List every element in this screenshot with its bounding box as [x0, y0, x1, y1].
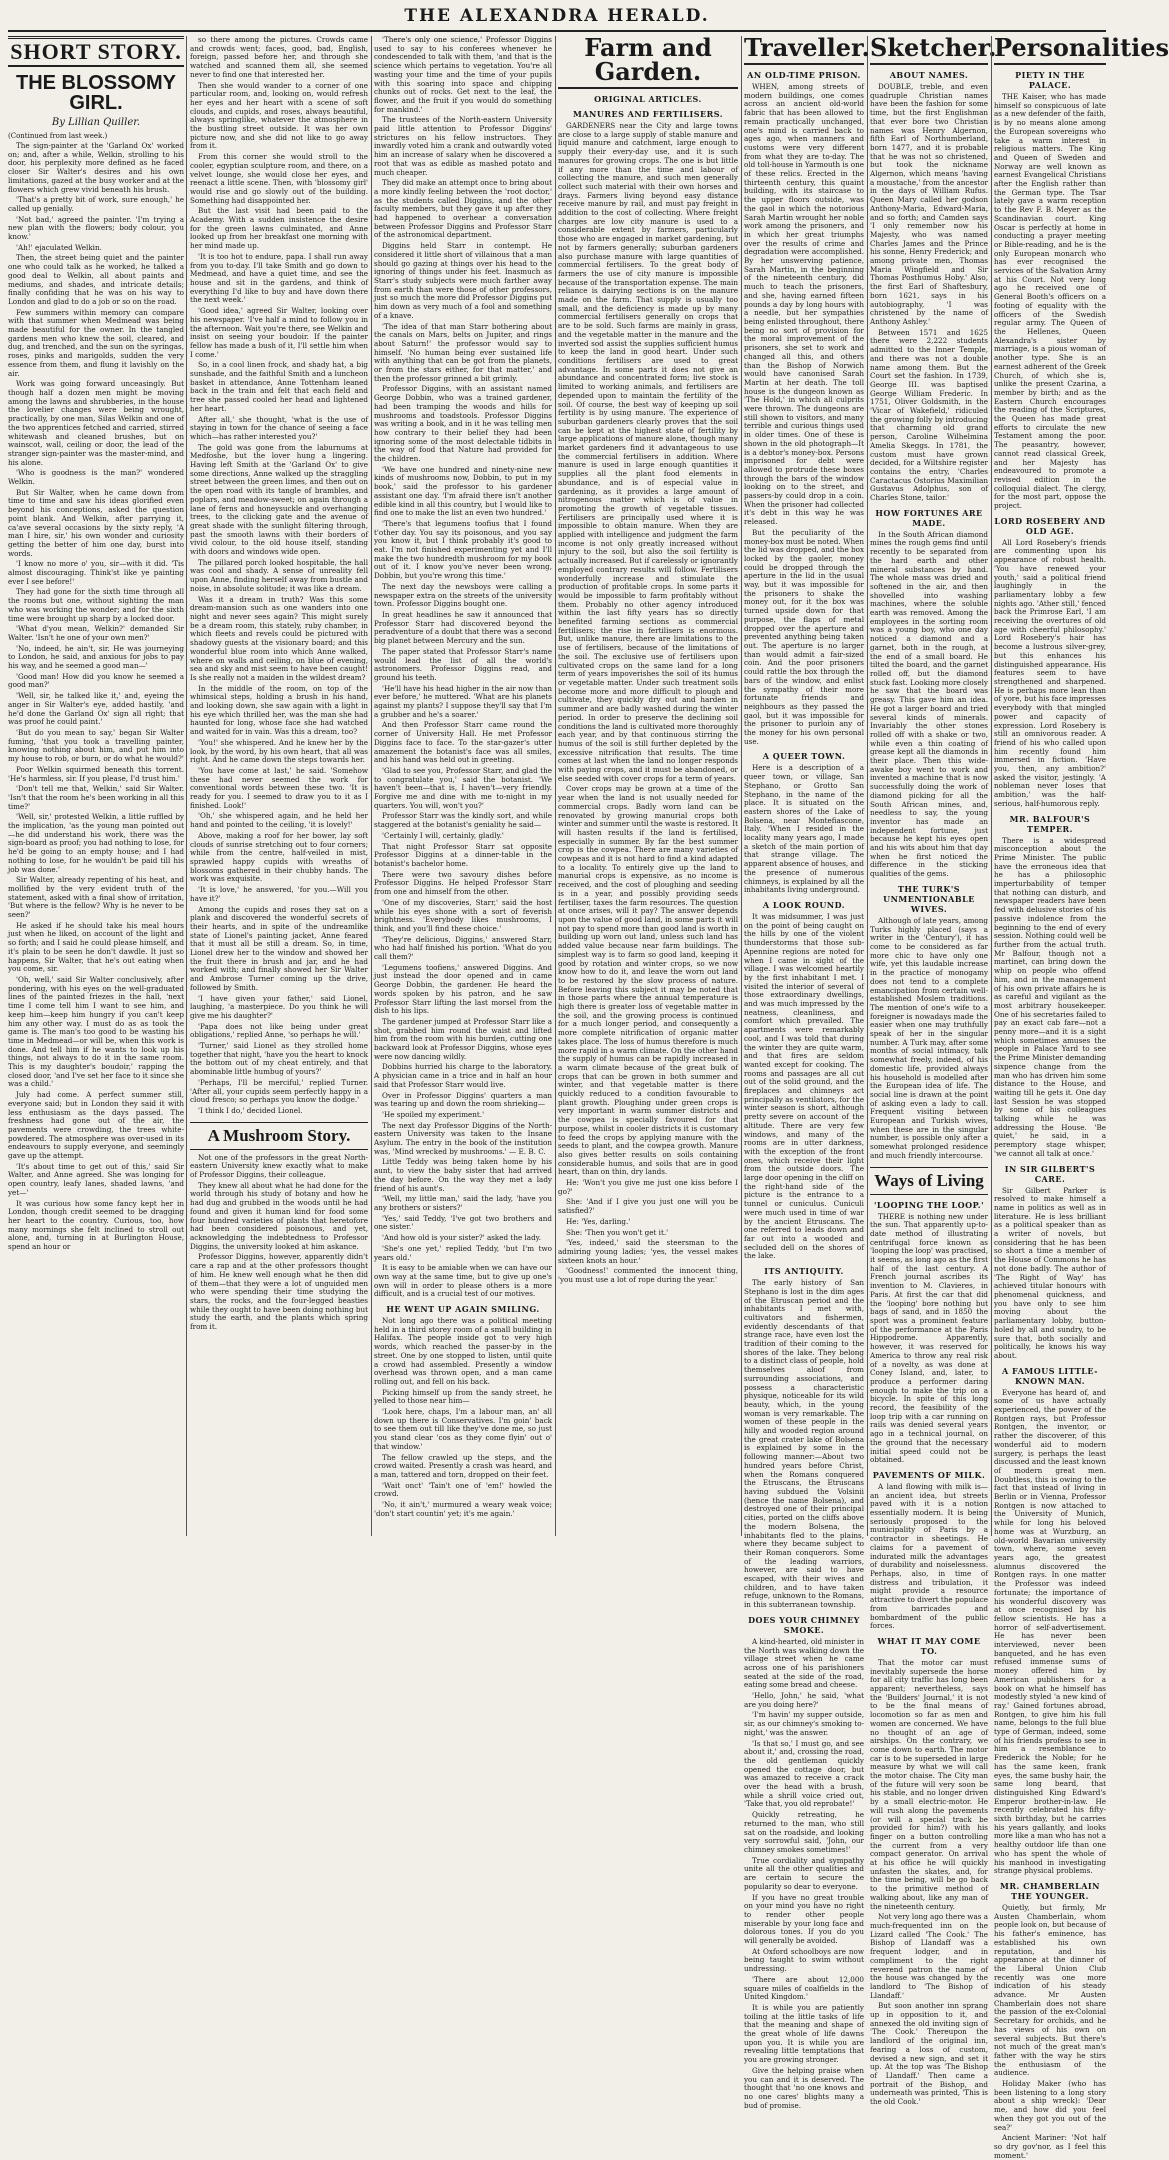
paragraph: THERE is nothing new under the sun. That apparently up-to-date method of illustrating centrifugal force known as 'looping the loop' was practised, it seems, as long ago as the first half of the last century. A French journal ascribes its invention to M. Clavieres, in Paris. At first the car that did the 'looping' bore nothing but bags of sand, and in 1850 the sport was a prominent feature of the performance at the Paris Hippodrome. Apparently, however, it was reserved for America to throw any real risk of a novelty, as was done at Coney Island, and, later, to produce a performer daring enough to make the trip on a bicycle. In spite of this long record, the feasibility of the loop trip with a car running on rails was denied several years ago in a technical journal, on the ground that the necessary initial speed could not be obtained.	[870, 1211, 988, 1465]
paragraph: Dobbins hurried his charge to the laboratory. A physician came in a trice and in half an hour said that Professor Starr would live.	[374, 1062, 552, 1089]
paragraph: Not long ago there was a political meeting held in a third storey room of a small building in Halifax. The people inside got to very high words, which reached the passer-by in the street. One by one stopped to listen, until quite a crowd had assembled. Presently a window overhead was thrown open, and a man came rolling out, and fell on his back.	[374, 1316, 552, 1386]
paragraph: Not one of the professors in the great North-eastern University knew exactly what to make of Professor Diggins, their colleague.	[190, 1152, 368, 1180]
article-body	[558, 122, 738, 1177]
article-body	[374, 1317, 552, 1518]
paragraph: It was curious how some fancy kept her in London, though credit seemed to be dragging her heart to the country. Curious, too, how many mornings she felt inclined to stroll out alone, and, turning in at Burlington House, spend an hour or	[8, 1198, 184, 1252]
paragraph: 'Good man! How did you know he seemed a good man?'	[8, 671, 184, 690]
masthead: THE ALEXANDRA HERALD.	[404, 6, 710, 26]
paragraph: so there among the pictures. Crowds came and crowds went; faces, good, bad, English, foreign, passed before her, and through she watched and scanned them all, she seemed never to find one that interested her.	[190, 35, 368, 79]
paragraph: 'Glad to see you, Professor Starr, and glad the to congratulate you,' said the botanist. 'We haven't been—that is, I haven't—very friendly. Forgive me and dine with me to-night in my quarters. You will, won't you?'	[374, 765, 552, 810]
section-subtitle: ORIGINAL ARTICLES.	[594, 94, 702, 104]
paragraph: 'She's one yet,' replied Teddy, 'but I'm two years old.'	[374, 1243, 552, 1262]
continued-note: (Continued from last week.)	[8, 132, 108, 140]
paragraph: 'Well, sir,' protested Welkin, a little ruffled by the implication, 'as the young man pointed out—he did understand his work, there was the sign-board as proof; you had nothing to lose, for he'd be going to an empty house; and I had nothing to lose, for he wouldn't be paid till his job was done.'	[8, 812, 184, 874]
section-title: SHORT STORY.	[8, 36, 184, 67]
paragraph: Give the helping praise when you can and it is deserved. The thought that 'no one knows and no one cares' blights many a bud of promise.	[744, 2065, 864, 2110]
paragraph: 'It is love,' he answered, 'for you.—Will you have it?'	[190, 885, 368, 903]
paragraph: She: 'And if I give you just one will you be satisfied?'	[558, 1197, 738, 1216]
paragraph: Cover crops may be grown at a time of the year when the land is not usually needed for commercial crops. Badly worn land can be renovated by growing manurial crops both winter and summer until the waste is restored. It will hasten results if the land is fertilised, especially in summer. By far the best summer crop is the cowpea. There are many varieties of cowpeas and it is not hard to find a kind adapted to a locality. To entirely give up the land to manurial crops is expensive, as no income is received, and the cost of ploughing and seeding is in a year, and possibly providing seeds fertiliser, taxes the farm resources. The question at once arises, will it pay? The answer depends upon the value of good land, in some parts it will not pay to spend more than good land is worth in building up worn out land, unless such land has added value because near farm buildings. The simplest way is to farm so good land, keeping it good by rotation and winter crops, so we now know how to do it, and leave the worn out land to be restored by the slow process of nature. Before leaving this subject it may be noted that in those parts where the annual temperature is high there is greater loss of vegetable matter in the soil, and the growing process is continued for a much longer period, and consequently a more complete nitrification of organic matter takes place. The loss of humus therefore is much more rapid in a warm climate. On the other hand the supply of humus can be rapidly increased in a warm climate because of the great bulk of crops that can be grown in both summer and winter, and that vegetable matter is there quickly reduced to a condition favourable to plant growth. Ploughing under green crops is very important in warm summer districts and the cowpea is specially favoured for that purpose, whilst in cooler districts it is customary to feed the crops by applying manure with the seeds to plant, and the cowpea growth. Manure also gives better results on soils containing considerable humus, and soils that are in good heart, than on thin, dry lands.	[558, 784, 738, 1177]
article-title: MANURES AND FERTILISERS.	[572, 109, 724, 119]
section-title: Ways of Living	[870, 1167, 988, 1195]
article-title: IN SIR GILBERT'S CARE.	[1004, 1163, 1096, 1184]
paragraph: 'That's a pretty bit of work, sure enough,' he called up genially.	[8, 195, 184, 213]
paragraph: In the middle of the room, on top of the whimsical steps, holding a brush in his hand, and looking down, she saw again with a light in his eye which thrilled her, was the man she had haunted for long, whose face she had watched and waited for in vain. Was this a dream, too?	[190, 683, 368, 737]
paragraph: 'Turner,' said Lionel as they strolled home together that night, 'have you the heart to knock the bottom out of my cheat entirely, and that abominable little humbug of yours?'	[190, 1041, 368, 1077]
paragraph: 'Look here, chaps, I'm a labour man, an' all down up there is Conservatives. I'm goin' back to see them out till like they've done me, so just you stand clear 'cos as they come flyin' out o' that window.'	[374, 1407, 552, 1451]
paragraph: The fellow crawled up the steps, and the crowd waited. Presently a crash was heard, and a man, tattered and torn, dropped on their feet.	[374, 1452, 552, 1479]
article-title: A LOOK ROUND.	[762, 899, 846, 910]
article-body	[744, 913, 864, 1261]
paragraph: Picking himself up from the sandy street, he yelled to those near him—	[374, 1387, 552, 1406]
column-separator	[991, 36, 992, 1536]
article-body	[744, 83, 864, 746]
article-body	[8, 142, 184, 1252]
paragraph: Little Teddy was being taken home by his aunt, to view the baby sister that had arrived the day before. On the way they met a lady friend of his aunt's.	[374, 1157, 552, 1193]
article-title: ITS ANTIQUITY.	[764, 1266, 844, 1277]
paragraph: 'Yes,' said Teddy, 'I've got two brothers and one sister.'	[374, 1213, 552, 1232]
paragraph: That night Professor Starr sat opposite Professor Diggins at a dinner-table in the botanist's bachelor home.	[374, 841, 552, 868]
paragraph: They knew all about what he had done for the world through his study of botany and how he had dug and grubbed in the woods until he had found and given it human kind for food some four hundred varieties of plants that heretofore had been considered poisonous, and yet, acknowledging the indebtedness to Professor Diggins, the university looked at him askance.	[190, 1180, 368, 1251]
article-title: PIETY IN THE PALACE.	[1015, 70, 1085, 90]
story-title: THE BLOSSOMY GIRL.	[15, 72, 176, 114]
column-traveller	[744, 33, 870, 2110]
article-title: LORD ROSEBERY AND OLD AGE.	[994, 515, 1106, 536]
column-personalities	[994, 33, 1169, 2160]
paragraph: Professor Diggins, however, apparently didn't care a rap and at the other professors thought of him. He knew well enough what he then did of them—that they were a lot of unguided men who were spending their time studying the stars, the rocks, and the four-legged beasties while they ought to have been doing nothing but study the earth, and the plants which spring from it.	[190, 1252, 368, 1332]
article-body	[870, 531, 988, 879]
paragraph: In the South African diamond mines the rough gems find until recently to be separated from the hard earth and other mineral substances by hand. The whole mass was dried and softened in the air, and then shovelled into washing machines, where the soluble earth was removed. Among the employees in the sorting room was a young boy, who one day noticed a diamond and a garnet, both in the rough, at the end of a small board. He tilted the board, and the garnet rolled off, but the diamond stuck fast. Looking more closely he saw that the board was greasy. This gave him an idea. He got a larger board and tried several kinds of minerals. Invariably the other stones rolled off with a shake or two, while even a thin coating of grease kept all the diamonds in their place. Then this wide-awake boy went to work and invented a machine that is now successfully doing the work of diamond picking for all the South African mines, and, needless to say, the young inventor has made an independent fortune, just because he kept his eyes open and his wits about him that day when he first noticed the difference in the sticking qualities of the gems.	[870, 529, 988, 879]
paragraph: 'Well, my little man,' said the lady, 'have you any brothers or sisters?'	[374, 1194, 552, 1212]
paragraph: Holiday Maker (who has been listening to a long story about a ship wreck): 'Dear me, and how did you feel when they got you out of the sea?'	[994, 2079, 1106, 2132]
column-separator	[371, 36, 372, 1536]
paragraph: Quietly, but firmly, Mr Austen Chamberlain, whom people look on, but because of his father's eminence, has established his own reputation, and his appearance at the dinner of the Liberal Union Club recently was one more indication of his steady advance. Mr Austen Chamberlain does not share the passion of the ex-Colonial Secretary for orchids, and he has views of his own on several subjects. But there's not much of the great man's father with the way he stirs the enthusiasm of the audience.	[994, 1903, 1106, 2078]
paragraph: 'Is that so,' I must go, and see about it,' and, crossing the road, the old gentleman quickly opened the cottage door, but was amazed to receive a crack over the head with a brush, while a shrill voice cried out, 'Take that, you old reprobate!'	[744, 1738, 864, 1809]
paragraph: 'Oh, well,' said Sir Walter conclusively, after pondering, with his eyes on the well-graduated lines of the painted friezes in the hall, 'next time I come tell him I want to see him, and keep him—keep him hungry if you can't keep him any other way. I must do as as took the game is. The man's too good to be wasting his time in Medmead—or will be, when this work is done. And tell him if he wants to look up his things, not always to do it in the same room. This is my daughter's boudoir,' rapping the closed door, 'and I've set her face to it since she was a child.'	[8, 974, 184, 1089]
paragraph: 'I know no more o' you, sir—with it did. 'Tis almost discouraging. Think'st like ye painting ever I see before!'	[8, 559, 184, 586]
paragraph: 'Goodness!' commented the innocent thing, 'you must use a lot of rope during the year.'	[558, 1266, 738, 1285]
article-body	[994, 1904, 1106, 2160]
column-short-story	[8, 36, 184, 1536]
paragraph: Then she would wander to a corner of one particular room, and, looking on, would refresh her eyes and her heart with a scene of soft clouds, and cupids, and roses, always beautiful, always springlike, whatever the atmosphere in the bustling street outside. It was her own picture now, and she did not like to go away from it.	[190, 80, 368, 151]
column-separator	[186, 36, 187, 1536]
paragraph: 'He'll have his head higher in the air now than ever before,' he muttered. 'What are his planets against my plants? I suppose they'll say that I'm a grubber and he's a soarer.'	[374, 683, 552, 719]
byline: By Lillian Quiller.	[51, 117, 141, 128]
section-title: Personalities	[994, 36, 1106, 65]
article-title: A Mushroom Story.	[190, 1122, 368, 1150]
paragraph: All Lord Rosebery's friends are commenting upon his appearance of robust health. 'You have renewed your youth,' said a political friend laughingly in the parliamentary lobby a few nights ago. 'Ather still,' fenced back the Primrose Earl, 'I am receiving the overtures of old age with cheerful philosophy.' Lord Rosebery's hair has become a lustrous silver-grey, but this enhances his distinguished appearance. His features seem to have strengthened and sharpened. He is perhaps more lean than of yore, but his face impresses everybody with that mingled power and capacity of expression. Lord Rosebery is still an omnivorous reader. A friend of his who called upon him recently found him immersed in fiction. 'Have you, then, any ambition?' asked the visitor, jestingly. 'A nobleman never loses that ambition,' was the half-serious, half-humorous reply.	[994, 537, 1106, 808]
masthead-rule	[8, 30, 1106, 32]
paragraph: Professor Starr was the kindly sort, and while staggered at the botanist's geniality he said—	[374, 811, 552, 830]
paragraph: Above, making a roof for her bower, lay soft clouds of sunrise stretching out to four corners; while from the centre, half-veiled in mist, sprawled happy cupids with wreaths of blossoms gathered in their chubby hands. The work was exquisite.	[190, 830, 368, 884]
paragraph: The next day Professor Diggins of the North-eastern University was taken to the Insane Asylum. The entry in the book of the institution was, 'Mind wrecked by mushrooms.' — E. B. C.	[374, 1120, 552, 1156]
paragraph: The next day the newsboys were calling a newspaper extra on the streets of the university town. Professor Diggins bought one.	[374, 581, 552, 609]
paragraph: The pillared porch looked hospitable, the hall was cool and shady. A sense of unreality fell upon Anne, finding herself away from bustle and noise, in absolute solitude; it was like a dream.	[190, 557, 368, 593]
paragraph: They had gone for the sixth time through all the rooms but one, without sighting the man who was working the wonder; and for the sixth time were brought up sharp by a locked door.	[8, 587, 184, 623]
paragraph: 'Papa does not like being under great obligations,' replied Anne, 'so perhaps he will.'	[190, 1021, 368, 1040]
paragraph: 'Not bad,' agreed the painter. 'I'm trying a new plan with the flowers; body colour, you know.'	[8, 214, 184, 242]
article-title: MR. BALFOUR'S TEMPER.	[1009, 813, 1091, 834]
paragraph: 'Oh,' she whispered again, and he held her hand and pointed to the ceiling, 'it is lovely!'	[190, 811, 368, 830]
article-body	[870, 917, 988, 1161]
paragraph: He asked if he should take his meal hours just when he liked, on account of the light and so forth; and I said he could please himself, and it's plain to be seen he don't dawdle. It just so happens, Sir Walter, that he's out eating when you come, sir.	[8, 920, 184, 974]
article-title: PAVEMENTS OF MILK.	[872, 1469, 986, 1480]
column-separator	[741, 36, 742, 1536]
paragraph: 'What d'you mean, Welkin?' demanded Sir Walter. 'Isn't he one of your own men?'	[8, 624, 184, 642]
paragraph: Professor Diggins, with an assistant named George Dobbin, who was a trained gardener, had been tramping the woods and hills for mushrooms and toadstools. Professor Diggins was writing a book, and in it he was telling men how contrary to their belief they had been ignoring some of the most delectable tidbits in the way of food that Nature had provided for the children.	[374, 384, 552, 464]
article-body	[190, 1154, 368, 1332]
article-title: AN OLD-TIME PRISON.	[747, 70, 861, 80]
paragraph: But soon another inn sprang up in opposition to it, and annexed the old inviting sign of 'The Cook.' Thereupon the landlord of the original inn, fearing a loss of custom, devised a new sign, and set it up. At the top was 'The Bishop of Llandaff.' Then came a portrait of the Bishop, and underneath was printed, 'This is the old Cook.'	[870, 2001, 988, 2107]
paragraph: Work was going forward unceasingly. But though half a dozen men might be moving among the lawns and shrubberies, in the house the lovelier changes were being wrought, practically, by one man, Silas Welkin and one of the two apprentices fetched and carried, stirred whitewash and cleaned brushes, but on wainscot, wall, ceiling or door, the lead of the stranger sign-painter was the master-mind, and his alone.	[8, 379, 184, 467]
paragraph: The paper stated that Professor Starr's name would lead the list of all the world's astronomers. Professor Diggins read, and ground his teeth.	[374, 646, 552, 682]
paragraph: GARDENERS near the City and large towns are close to a large supply of stable manure and liquid manure and catchment, large enough to supply their every-day use, and it is such manures for growing crops. The one is but little if any more than the time and labour of collecting the manure, and such men generally collect such material with their own horses and drays. Farmers living beyond easy distance receive manure by rail, and must pay freight in addition to the cost of collecting. Where freight charges are low city manure is used to a considerable extent by farmers, particularly those who are engaged in market gardening, but not by farmers generally; suburban gardeners also purchase manure with large quantities of commercial fertilisers. To the great body of farmers the use of city manure is impossible because of the transportation expense. The main reliance is dairying sections is on the manure made on the farm. That supply is usually too small, and the deficiency is made up by many commercial fertilisers generally on crops that are to be sold. Such farms are mainly in grass, and the vegetable matter in the manure and the inverted sod assist the supplies sufficient humus to keep the land in good heart. Under such conditions fertilisers are used to great advantage. In some parts it does not give an abundance and concentrated form; live stock is limited to working animals, and fertilisers are depended upon to maintain the fertility of the soil. Of course, the best way of keeping up soil fertility is by using manure. The experience of suburban gardeners clearly proves that the soil can be kept at the highest state of fertility by large applications of manure alone, though many market gardeners find it advantageous to use the commercial fertilisers in addition. Where manure is used in large enough quantities it supplies all the plant food elements in abundance, and is of especial value in gardening, as it provides a large amount of nitrogenous matter which is of value in promoting the growth of vegetable tissues. Fertilisers are principally used where it is impossible to obtain manure. When they are applied with intelligence and judgment the farm income is not only greatly increased without injury to the soil, but also the soil fertility is actually increased. But if carelessly or ignorantly employed contrary results will follow. Fertilisers wonderfully increase and stimulate the production of profitable crops. In some parts it would be impossible to farm profitably without them. Probably no other agency introduced within the last fifty years has so directly benefited farming sections as commercial fertilisers; the rise in fertilisers is enormous. But, unlike manure, there are limitations to the use of fertilisers, because of the limitations of the soil. The exclusive use of fertilisers upon cultivated crops on the same land for a long term of years impoverishes the soil of its humus or vegetable matter. Under such treatment soils become more and more difficult to plough and cultivate, they quickly dry out and harden in summer and are badly washed during the winter period. In order to preserve the declining soil conditions the land is cultivated more thoroughly each year, and by that continuous stirring the humus of the soil is still further depleted by the excessive nitrification that results. The time comes at last when the land no longer responds with paying crops, and it must be abandoned, or else seeded with cover crops for a term of years.	[558, 121, 738, 783]
column-story-continued	[190, 36, 368, 1536]
article-title: THE TURK'S UNMENTIONABLE WIVES.	[883, 883, 975, 914]
paragraph: It is while you are patiently toiling at the little tasks of life that the meaning and shape of the great whole of life dawns upon you. It is while you are revealing little temptations that you are growing stronger.	[744, 2002, 864, 2065]
paragraph: 'The idea of that man Starr bothering about the canals on Mars, belts on Jupiter, and rings about Saturn!' the professor would say to himself. 'No human being ever sustained life with anything that can be got from the planets, or from the stars either, for that matter,' and then the professor grinned a bit grimly.	[374, 321, 552, 383]
paragraph: And then Professor Starr came round the corner of University Hall. He met Professor Diggins face to face. To the star-gazer's utter amazement the botanist's face was all smiles, and his hand was held out in greeting.	[374, 720, 552, 765]
paragraph: 'Good idea,' agreed Sir Walter, looking over his newspaper. 'I've half a mind to follow you in the afternoon. Wait you're there, see Welkin and insist on seeing your boudoir. If the painter fellow has made a bush of it, I'll settle him when I come.'	[190, 306, 368, 359]
article-title: WHAT IT MAY COME TO.	[877, 1635, 981, 1656]
paragraph: 'Wait onct' 'Tain't one of 'em!' howled the crowd.	[374, 1480, 552, 1499]
section-title: Traveller.	[744, 36, 864, 65]
paragraph: Diggins held Starr in contempt. He considered it little short of villainous that a man should go gazing at things over his head to the ignoring of things under his feet. Inasmuch as Starr's study subjects were much farther away from earth than were those of other professors, just so much the more did Professor Diggins put him down as very much of a fool and something of a knave.	[374, 241, 552, 320]
paragraph: 'Ah!' ejaculated Welkin.	[16, 242, 102, 252]
paragraph: Sir Walter, already repenting of his heat, and mollified by the very evident truth of the statement, asked with a final show of irritation, 'But where is the fellow? Why is he never to be seen?'	[8, 875, 184, 920]
paragraph: There were two savoury dishes before Professor Diggins. He helped Professor Starr from one and himself from the other.	[374, 869, 552, 897]
paragraph: Ancient Mariner: 'Not half so dry gov'nor, as I feel this moment.'	[994, 2133, 1106, 2160]
paragraph: Not very long ago there was a much-frequented inn on the Lizard called 'The Cook.' The Bishop of Llandaff was a frequent lodger, and in compliment to the right reverend patron the name of the house was changed by the landlord to 'The Bishop of Llandaff.'	[870, 1912, 988, 2000]
paragraph: WHEN, among streets of modern buildings, one comes across an ancient old-world fabric that has been allowed to remain practically unchanged, one's mind is carried back to ages ago, when manners and customs were very different from what they are to-day. The old toll-house in Yarmouth is one of these relics. Erected in the thirteenth century, this quaint building, with its staircase to the upper floors outside, was the gaol in which the notorious Sarah Martin wrought her noble work among the prisoners, and in which her great triumphs over the results of crime and degradation were accomplished. By her unswerving patience, Sarah Martin, in the beginning of the nineteenth century, did much to teach the prisoners, and she, having earned fifteen pounds a day by long hours with a needle, but her sympathies being enlisted throughout, there being no sort of provision for the moral improvement of the prisoners, she set to work and changed all this, and others than the Bishop of Norwich would have canonised Sarah Martin at her death. The toll house is the dungeon known as 'The Hold,' in which all culprits were thrown. The dungeons are still shown to visitors, and many terrible and curious things used in older times. One of these is shown in the old photograph—It is a debtor's money-box. Persons imprisoned for debt were allowed to protrude these boxes through the bars of the window looking on to the street, and passers-by could drop in a coin. When the prisoner had collected it's debt in this way he was released.	[744, 82, 864, 527]
column-sketcher	[870, 33, 997, 2107]
column-separator	[867, 36, 868, 1536]
paragraph: The early history of San Stephano is lost in the dim ages of the Etruscan period and the inhabitants I met with, cultivators and fishermen, evidently descendants of that strange race, have even lost the tradition of their coming to the shores of the lake. They belong to a distinct class of people, hold themselves aloof from surrounding associations, and possess a characteristic physique, noticeable for its wild beauty, which, in the young woman is very remarkable. The women of these people in the hilly and wooded region around the great crater lake of Bolsena is explained by some in the following manner:—About two hundred years before Christ, when the Romans conquered the Etruscans, the Etruscans having subdued the Volsinii (hence the name Bolsena), and destroyed one of their principal cities, ported on the cliffs above the modern Bolsena, the inhabitants fled to the plains, where they became subject to their Roman conquerors. Some of the leading warriors, however, are said to have escaped, with their wives and children, and to have taken refuge, unknown to the Romans, in this subterranean township.	[744, 1278, 864, 1610]
paragraph: 'One of my discoveries, Starr,' said the host while his eyes shone with a sort of feverish brightness. 'Everybody likes mushrooms, I think, and you'll find these choice.'	[374, 897, 552, 933]
article-body	[994, 1389, 1106, 1876]
paragraph: But the last visit had been paid to the Academy. With a sudden insistence the desire for the green lawns culminated, and Anne looked up from her breakfast one morning with her mind made up.	[190, 206, 368, 251]
paragraph: 'I have given your father,' said Lionel, laughing, 'a masterpiece. Do you think he will give me his daughter?'	[190, 993, 368, 1020]
column-farm-and-garden	[558, 33, 738, 1536]
paragraph: So, in a cool linen frock, and shady hat, a big sunshade, and the faithful Smith and a luncheon basket in attendance, Anne Tottenham leaned back in the train and felt that each field and tree she passed cooled her head and lightened her heart.	[190, 360, 368, 413]
paragraph: Few summers within memory can compare with that summer when Medmead was being made beautiful for the owner. In the tangled gardens men who knew the soil, cleared, and dug, and trenched, and the sun on the syringas, roses, pinks and marigolds, sudden the very essence from them, and flung it lavishly on the air.	[8, 307, 184, 378]
paragraph: He: 'Won't you give me just one kiss before I go?'	[558, 1178, 738, 1196]
article-title: DOES YOUR CHIMNEY SMOKE.	[748, 1614, 860, 1635]
paragraph: 'I think I do,' decided Lionel.	[198, 1105, 303, 1115]
article-body	[374, 36, 552, 1299]
paragraph: 'No, it ain't,' murmured a weary weak voice; 'don't start countin' yet; it's me again.'	[374, 1500, 552, 1518]
paragraph: 'Hello, John,' he said, 'what are you doing here?'	[744, 1691, 864, 1709]
paragraph: 'Certainly I will, certainly, gladly.'	[382, 830, 504, 840]
paragraph: He: 'Yes, darling.'	[566, 1216, 631, 1226]
paragraph: 'Yes, indeed,' said the steersman to the admiring young ladies; 'yes, the vessel makes sixteen knots an hour.'	[558, 1238, 738, 1265]
paragraph: 'We have one hundred and ninety-nine new kinds of mushrooms now, Dobbin, to put in my book,' said the professor to his gardener assistant one day. 'I'm afraid there isn't another edible kind in all this country, but I would like to find one to make the list an even two hundred.'	[374, 464, 552, 518]
paragraph: 'You have come at last,' he said. 'Somehow these had never seemed the work for conventional words between these two. 'It is ready for you. I seemed to draw you to it as I finished. Look!'	[190, 765, 368, 810]
paragraph: 'I'm havin' my supper outside, sir, as our chimney's smoking to-night,' was the answer.	[744, 1710, 864, 1737]
article-body	[994, 837, 1106, 1159]
paragraph: From this corner she would stroll to the cooler, egyptian sculpture room, and there, on a velvet lounge, she would close her eyes, and reenact a little scene. Then, with 'blossomy girl' would rise and go slowly out of the building. Something had disappointed her.	[190, 152, 368, 205]
paragraph: Although of late years, among Turks highly placed (says a writer in the 'Century'), it has come to be considered as far more chic to have only one wife, yet this laudable increase in the practice of monogamy does not tend to a complete emancipation from certain well-established Moslem traditions. The mention of one's wife to a foreigner is nowadays made the easier when one may truthfully speak of her in the singular number. A Turk may, after some months of social intimacy, talk somewhat freely, indeed, of his domestic life, provided always his household is modelled after the European idea of life. The social line is drawn at the point of asking even a lady to call. Frequent visiting between European and Turkish wives, when these are in the singular number, is possible only after a somewhat prolonged residence and much friendly intercourse.	[870, 915, 988, 1160]
article-title: A QUEER TOWN.	[762, 751, 846, 762]
paragraph: The gardener jumped at Professor Starr like a shot, grabbed him round the waist and lifted him from the room with his burden, cutting one backward look at Professor Diggins, whose eyes were now dancing wildly.	[374, 1016, 552, 1061]
paragraph: 'There's only one science,' Professor Diggins used to say to his conferees whenever he condescended to talk with them, 'and that is the science which pertains to vegetation. You're all wasting your time and the time of your pupils with this soaring into space and chipping chunks out of rocks. Get next to the leaf, the flower, and the fruit if you would do something for mankind.'	[374, 35, 552, 114]
paragraph: July had come. A perfect summer still, everyone said; but in London they said it with less enthusiasm as the days passed. The freshness had gone out of the air, the pavements were crowding, the trees white-powdered. The atmosphere was over-used in its endeavours to supply everyone, and seemingly gave up the attempt.	[8, 1090, 184, 1161]
paragraph: 'Who is goodness is the man?' wondered Welkin.	[8, 468, 184, 487]
article-body	[190, 36, 368, 1116]
paragraph: The trustees of the North-eastern University paid little attention to Professor Diggins' strictures on his fellow instructors. They inwardly voted him a crank and outwardly voted him an increase of salary when he discovered a root that was as edible as mashed potato and much cheaper.	[374, 115, 552, 177]
paragraph: The gold was gone from the laburnums at Medfoshe, but the lover hung a lingering. Having left Smith at the 'Garland Ox' to give some directions, Anne walked up the straggling street between the green limes, and then out on the open road with its tangle of brambles, and poplars, and meadow-sweet; on again through a lane of ferns and honeysuckle and overhanging trees, to the clicking gate and the avenue of great shade with the sunlight filtering through, past the smooth lawns with their borders of vivid colour, to the old house itself, standing with doors and windows wide open.	[190, 442, 368, 557]
paragraph: 'There's that legumens toofius that I found t'other day. You say its poisonous, and you say you know it, but I think probably it's good to eat. I'm not finished experimenting yet and I'll make the two hundredth mushroom for my book out of it. I know you've never been wrong, Dobbin, but you're wrong this time.'	[374, 518, 552, 581]
paragraph: A kind-hearted, old minister in the North was walking down the village street when he came across one of his parishioners seated at the side of the road, eating some bread and cheese.	[744, 1636, 864, 1690]
paragraph: THE Kaiser, who has made himself so conspicuous of late as a new defender of the faith, is by no means alone among the European sovereigns who take a warm interest in religious matters. The King and Queen of Sweden and Norway are well known as earnest Evangelical Christians after the English rather than the German type. The Tsar lately gave a warm reception to the Rev F. B. Meyer as the Scandinavian court. King Oscar is perfectly at home in conducting a prayer meeting or Bible-reading, and he is the only European monarch who has ever recognised the services of the Salvation Army at his Court. Not very long ago he received one of General Booth's officers on a footing of equality with the officers of the Swedish regular army. The Queen of the Hellenes, Queen Alexandra's sister by marriage, is a pious woman of another type. She is an earnest adherent of the Greek Church, of which she is, unlike the present Czarina, a member by birth; and as the Eastern Church encourages the reading of the Scriptures, the Queen has made great efforts to circulate the new Testament among the poor. The peasantry, however, cannot read classical Greek, and her Majesty has endeavoured to promote a revised edition in the colloquial dialect. The clergy, for the most part, oppose the project.	[994, 92, 1106, 511]
paragraph: It was midsummer, I was just on the point of being caught on the hills by one of the violent thunderstorms that those sub-Apennine regions are noted for when I came in sight of the village. I was welcomed heartily by the first inhabitant I met. I visited the interior of several of those extraordinary dwellings, and was much impressed by the neatness, cleanliness, and comfort which prevailed. The apartments were remarkably cool, and I was told that during the winter they are quite warm, and that fires are seldom wanted except for cooking. The rooms and passages are all cut out of the solid ground, and the fireplaces and chimneys act principally as ventilators, for the winter season is short, although pretty severe on account of the altitude. There are very few windows, and many of the rooms are in utter darkness, with the exception of the front ones, which receive their light from the outside doors. The large door opening in the cliff on the right-hand side of the picture is the entrance to a tunnel or cuniculus. Cuniculi were much used in time of war by the ancient Etruscans. The one referred to leads down and far out into a wooded and secluded dell on the shores of the lake.	[744, 911, 864, 1261]
paragraph: Quickly retreating, he returned to the man, who still sat on the roadside, and looking very sorrowful said, 'John, our chimney smokes sometimes!'	[744, 1810, 864, 1854]
section-title: Sketcher.	[870, 36, 988, 65]
paragraph: After all,' she thought, 'what is the use of staying in town for the chance of seeing a face which—has rather interested you?'	[190, 414, 368, 441]
article-body	[744, 1638, 864, 2111]
section-title: Farm and Garden.	[558, 36, 738, 89]
paragraph: Over in Professor Diggins' quarters a man was tearing up and down the room shrieking—	[374, 1090, 552, 1109]
paragraph: Here is a description of a queer town, or village, San Stephano, or Grotto San Stephano, in the name of the place. It is situated on the eastern shores of the Lake of Bolsena, near Montefiascone, Italy. 'When I resided in the locality many years ago, I made a sketch of the main portion of that strange village. The apparent absence of houses, and the presence of numerous chimneys, is explained by all the inhabitants living underground.	[744, 763, 864, 895]
paragraph: But the peculiarity of the money-box must be noted. When the lid was dropped, and the box locked by the gaoler, money could be dropped through the aperture in the lid in the usual way, but it was impossible for the prisoners to shake the money out, for it the box was turned upside down for that purpose, the flaps of metal dropped over the aperture and prevented anything being taken out. The aperture is no larger than would admit a fair-sized coin. And the poor prisoners could rattle the box through the bars of the window, and enlist the sympathy of their more fortunate friends and neighbours as they passed the gaol, but it was impossible for the prisoner to purloin any of the money for his own personal use.	[744, 527, 864, 746]
article-body	[870, 1483, 988, 1631]
paragraph: 'And how old is your sister?' asked the lady.	[382, 1233, 542, 1243]
article-title: HOW FORTUNES ARE MADE.	[875, 507, 983, 528]
article-body	[744, 764, 864, 895]
paragraph: Was it a dream in truth? Was this some dream-mansion such as one wanders into one night and never sees again? This might surely be a dream room, this stately, ruby chamber, in which fleets and revels could be pictured with shadowy guests at the visionary board; and this wonderful blue room into which Anne walked, where on walls and ceiling, on blue of evening, sea and sky and mist seem to have been caught! Is she really not a maiden in the wildest dream?	[190, 594, 368, 682]
paragraph: In great headlines he saw it announced that Professor Starr had discovered beyond the peradventure of a doubt that there was a second big planet between Mercury and the sun.	[374, 610, 553, 646]
paragraph: Among the cupids and roses they sat on a plank and discovered the wonderful secrets of their hearts, and in spite of the undreamlike state of Lionel's painting jacket, Anne feared that it must all be still a dream. So, in time, Lionel drew her to the window and showed her the fruit there in brush and jar, and he had worked with; and finally showed her Sir Walter and Ambrose Turner coming up the drive, followed by Smith.	[190, 904, 368, 992]
paragraph: Then, the street being quiet and the painter one who could talk as he worked, he talked a good deal to Welkin, all about paints and mediums, and shades, and intricate details; finally confiding that he was on his way to London and glad to do a job or so on the road.	[8, 253, 184, 306]
article-body	[994, 539, 1106, 809]
paragraph: There is a widespread misconception about the Prime Minister. The public have the erroneous idea that he has a philosophic imperturbability of temper that nothing can disturb, and newspaper readers have been fed with delusive stories of his passive indolence from the beginning to the end of every session. Nothing could well be further from the actual truth. Mr Balfour, though not a martinet, can bring down the whip on people who offend him, and in the management of his own private affairs he is as careful and vigilant as the most arbitrary housekeeper. One of his secretaries failed to pay an exact cab fare—not a penny more—and it is a sight which sometimes amuses the people in Palace Yard to see the Prime Minister demanding sixpence change from the man who has driven him some distance to the House, and waiting till he gets it. One day last Session he was stopped by some of his colleagues talking while he was addressing the House. 'Be quiet,' he said, in a peremptory stage whisper, 'we cannot all talk at once.'	[994, 835, 1106, 1158]
paragraph: 'Perhaps, I'll be merciful,' replied Turner. 'After all, your cupids seem perfectly happy in a cloud fresco; so perhaps you know the dodge.'	[190, 1077, 368, 1105]
paragraph: 'It's about time to get out of this,' said Sir Walter, and Anne agreed. She was longing for open country, leafy lanes, shaded lawns, 'and yet—'	[8, 1161, 184, 1197]
article-title: A FAMOUS LITTLE-KNOWN MAN.	[1002, 1365, 1098, 1386]
dialog-joke	[558, 1179, 738, 1285]
paragraph: 'No, indeed, he ain't, sir. He was journeying to London, he said, and anxious for jobs to pay his way, and he seemed a good man—'	[8, 643, 184, 671]
article-body	[870, 1213, 988, 1465]
paragraph: Everyone has heard of, and some of us have actually experienced, the power of the Rontgen rays, but Professor Rontgen, the inventor, or rather the discoverer, of this wonderful aid to modern surgery, is perhaps the least discussed and the least known of modern great men. Doubtless, this is owing to the fact that instead of living in Berlin or in Vienna, Professor Rontgen is now attached to the University of Munich, while for long his beloved home was at Wurzburg, an old-world Bavarian university town, where, some seven years ago, the greatest alumnus discovered the Rontgen rays. In one matter the Professor was indeed fortunate; the importance of his wonderful discovery was at once recognised by his fellow scientists. He has a horror of self-advertisement. He has never been interviewed, never been banqueted, and he has even refused immense sums of money offered him by American publishers for a book on what he himself has modestly styled 'a new kind of ray.' Gained fortunes abroad, Rontgen, to give him his full name, belongs to the full blue type of German, indeed, some of his friends profess to see in him a resemblance to Frederick the Noble; for he has the same keen, frank eyes, the same bushy hair, the same long beard, that distinguished King Edward's Emperor brother-in-law. He recently celebrated his fifty-sixth birthday, but he carries his years gallantly, and looks more like a man who has not a healthy outdoor life than one who has spent the whole of his manhood in investigating strange physical problems.	[994, 1387, 1106, 1876]
paragraph: The sign-painter at the 'Garland Ox' worked on; and, after a while, Welkin, strolling to his door, his perplexity more defined as he faced closer Sir Walter's desires and his own limitations, gazed at the busy worker and at the flowers which grew vivid beneath his brush.	[8, 141, 184, 194]
article-body	[870, 83, 988, 503]
article-body	[870, 1659, 988, 2107]
paragraph: 'But do you mean to say,' began Sir Walter fuming, 'that you took a travelling painter, knowing nothing about him, and put him into my house to rob, or burn, or do what he would?'	[8, 728, 184, 764]
paragraph: Sir Gilbert Parker is resolved to make himself a name in politics as well as in literature. He is less brilliant as a political speaker than as a writer of novels, but considering that he has been so short a time a member of the House of Commons he has not done badly. The author of 'The Right of Way' has achieved titular honours with phenomenal quickness, and you have only to see him moving about the parliamentary lobby, button-holed by all and sundry, to be sure that, both socially and politically, he knows his way about.	[994, 1185, 1106, 1360]
article-body	[994, 1187, 1106, 1361]
column-separator	[555, 36, 556, 1536]
paragraph: DOUBLE, treble, and even quadruple Christian names have been the fashion for some time, but the first Englishman that ever bore two Christian names was Henry Algernon, fifth Earl of Northumberland, born 1477, and it is probable that he was not so christened, but took the nickname Algernon, which means 'having a moustache,' from the ancestor in the days of William Rufus. Queen Mary called her godson Anthony-Maria, Edward-Maria, and so forth; and Camden says 'I only remember now his Majesty, who was named Charles James and the Prince his sonne, Henry Frederick; and among private men, Thomas Maria Wingfield and Sir Thomas Posthumus Hoby.' Also, the first Earl of Shaftesbury, born 1621, says in his autobiography, 'I was christened by the name of Anthony Ashley.'	[870, 82, 988, 326]
paragraph: Poor Welkin squirmed beneath this torrent. 'He's harmless, sir. If you please, I'd trust him.'	[8, 764, 184, 783]
article-title: 'LOOPING THE LOOP.'	[873, 1199, 985, 1210]
paragraph: Between 1571 and 1625 there were 2,222 students admitted to the Inner Temple, and there was not a double name among them. But the Court set the fashion. In 1739, George III. was baptised George William Frederic. In 1751, Oliver Goldsmith, in the 'Vicar of Wakefield,' ridiculed the growing folly by introducing that charming old grand person, Caroline Wilhelmina Amelia Skeggs. In 1781, the custom must have grown decided, for a Wiltshire register contains the entry, 'Charles Caractacus Ostorius Maximilian Gustavus Adolphus, son of Charles Stone, tailor.'	[870, 327, 988, 503]
paragraph: 'Don't tell me that, Welkin,' said Sir Walter. 'Isn't that the room he's been working in all this time?'	[8, 784, 184, 811]
paragraph: 'Well, sir, he talked like it,' and, eyeing the anger in Sir Walter's eye, added hastily, 'and he'd done the Garland Ox' sign all right; that was proof he could paint.'	[8, 691, 184, 727]
paragraph: 'He spoiled my experiment.'	[382, 1109, 485, 1119]
article-body	[744, 1279, 864, 1610]
paragraph: It is easy to be amiable when we can have our own way at the same time, but to give up one's own will in order to please others is a more difficult, and is a crucial test of our motives.	[374, 1263, 552, 1299]
article-title: HE WENT UP AGAIN SMILING.	[386, 1304, 540, 1315]
paragraph: 'They're delicious, Diggins,' answered Starr, who had half finished his portion. 'What do you call them?'	[374, 934, 552, 962]
article-title: MR. CHAMBERLAIN THE YOUNGER.	[1000, 1881, 1100, 1901]
column-mushroom-continued	[374, 36, 552, 1536]
article-body	[994, 93, 1106, 511]
paragraph: 'Legumens toofiens,' answered Diggins. And just instead the door opened and in came George Dobbin, the gardener. He heard the words spoken by his patron, and he saw Professor Starr lifting the last morsel from the dish to his lips.	[374, 962, 552, 1016]
paragraph: A land flowing with milk is—an ancient idea, but streets paved with it is a notion essentially modern. It is being seriously proposed to the municipality of Paris by a contractor in sheetings. He claims for a pavement of indurated milk the advantages of durability and noiselessness. Perhaps, also, in time of distress and tribulation, it might provide a resource attractive to divert the populace from barricades and bombardment of the public forces.	[870, 1481, 988, 1631]
paragraph: At Oxford schoolboys are now being taught to swim without undressing.	[744, 1946, 864, 1974]
paragraph: But Sir Walter, when he came down from time to time and saw his ideas glorified even beyond his conceptions, asked the question point blank. And Welkin, after parrying it, ca'ave several occasions by the sixty reply, 'A man I hire, sir,' his own wonder and curiosity getting the better of him one day, burst into words.	[8, 487, 184, 558]
paragraph: 'There are about 12,000 square miles of coalfields in the United Kingdom.'	[744, 1974, 864, 2002]
paragraph: She: 'Then you won't get it.'	[566, 1227, 669, 1237]
paragraph: 'It is too hot to endure, papa. I shall run away from you to-day. I'll take Smith and go down to Medmead, and have a quiet time, and see the house and sit in the gardens, and think of everything I'd like to buy and have down there the next week.'	[190, 251, 368, 305]
paragraph: 'You!' she whispered. And he knew her by the look, by the word, by his own heart, that all was right. And he came down the steps towards her.	[190, 737, 368, 765]
paragraph: If you have no great trouble on your mind you have no right to render other people miserable by your long face and dolorous tones. If you do you will generally be avoided.	[744, 1892, 864, 1946]
article-title: ABOUT NAMES.	[889, 70, 969, 80]
paragraph: That the motor car must inevitably supersede the horse for all city traffic has long been apparent; nevertheless, says the 'Builders' Journal,' it is not to be the final means of locomotion so far as men and women are concerned. We have no thought of an age of airships. On the contrary, we come down to earth. The motor car is to be superseded in large measure by what we will call the motor chaise. The City man of the future will very soon be his stable, and no longer driven by a small electric-motor. He will rush along the pavements (or will a special track be provided for him?) with his finger on a button controlling the current from a very compact generator. On arrival at his office he will quickly unfasten the skates, and, for the time being, will be go back to the primitive method of walking about, like any man of the nineteenth century.	[870, 1657, 988, 1911]
paragraph: True cordiality and sympathy unite all the other qualities and are certain to secure the popularity so dear to everyone.	[744, 1855, 864, 1891]
paragraph: They did make an attempt once to bring about a more kindly feeling between the 'root doctor,' as the students called Diggins, and the other faculty members, but they gave it up after they had happened to overhear a conversation between Professor Diggins and Professor Starr of the astronomical department.	[374, 178, 552, 240]
